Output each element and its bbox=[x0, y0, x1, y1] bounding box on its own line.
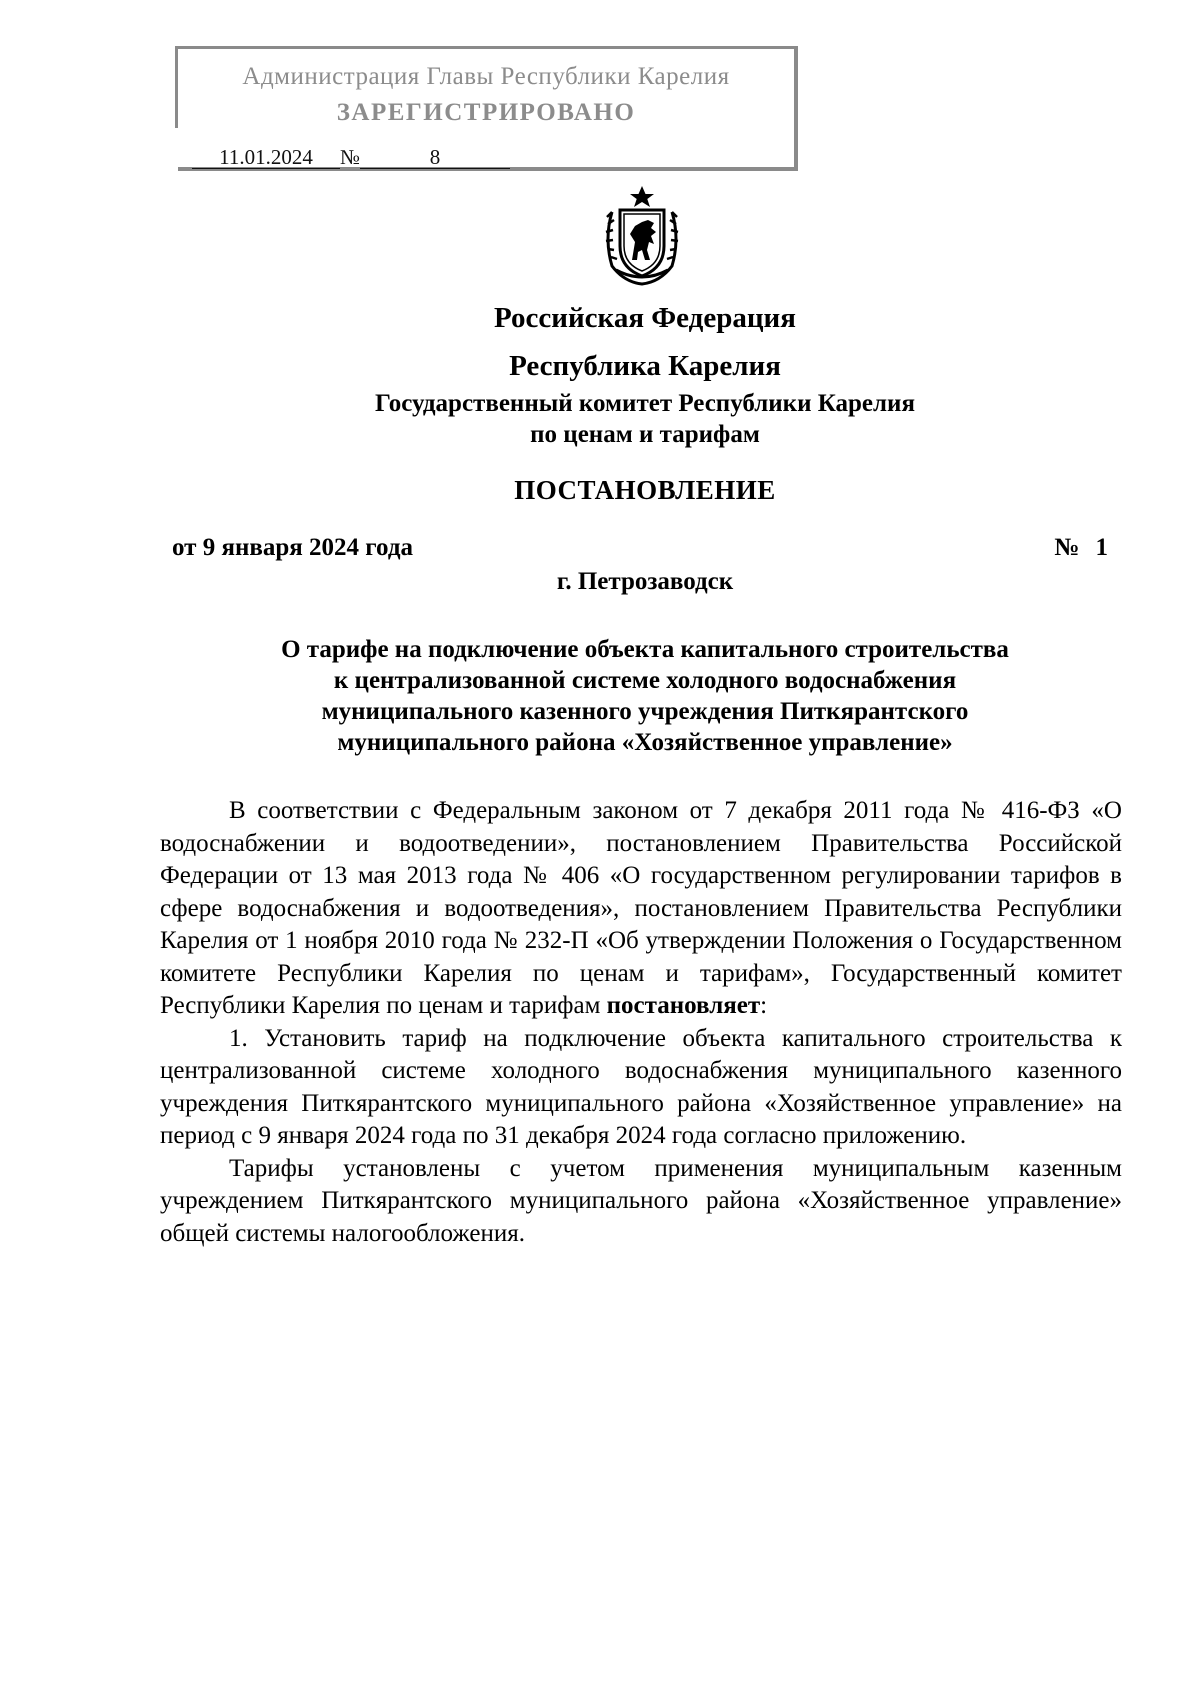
republic-heading: Республика Карелия bbox=[509, 350, 781, 382]
document-number-sign: № bbox=[1054, 534, 1080, 561]
committee-heading-line1: Государственный комитет Республики Карелия bbox=[375, 390, 915, 417]
resolves-colon: : bbox=[760, 992, 768, 1019]
title-line: муниципального района «Хозяйственное управление» bbox=[337, 729, 953, 756]
preamble-text: В соответствии с Федеральным законом от 7 декабря 2011 года № 416-ФЗ «О водоснабжении и водоотведении», постановлением Правительства Российской Федерации от 13 мая 2013 года № 406 «О государственном регулировании тарифов в сфере водоснабжения и водоотведения», постановлением Правительства Республики Карелия от 1 ноября 2010 года № 232-П «Об утверждении Положения о Государственном комитете Республики Карелия по ценам и тарифам», Государственный комитет Республики Карелия по ценам и тарифам bbox=[160, 797, 1122, 1019]
stamp-date: 11.01.2024 bbox=[192, 146, 340, 169]
tax-note-paragraph: Тарифы установлены с учетом применения муниципальным казенным учреждением Питкярантского муниципального района «Хозяйственное управление» общей системы налогообложения. bbox=[160, 1154, 1122, 1247]
stamp-number-sign: № bbox=[340, 145, 361, 169]
stamp-registration-line bbox=[192, 145, 510, 170]
preamble-paragraph bbox=[160, 795, 1122, 1023]
committee-heading-line2: по ценам и тарифам bbox=[530, 421, 760, 448]
document-city: г. Петрозаводск bbox=[556, 568, 734, 595]
stamp-registered: ЗАРЕГИСТРИРОВАНО bbox=[336, 99, 636, 126]
document-number-value: 1 bbox=[1095, 534, 1108, 561]
resolves-word: постановляет bbox=[606, 992, 761, 1019]
stamp-authority: Администрация Главы Республики Карелия bbox=[242, 63, 730, 90]
stamp-number: 8 bbox=[360, 146, 510, 169]
title-line: муниципального казенного учреждения Питкярантского bbox=[321, 698, 969, 725]
karelia-coat-of-arms-icon bbox=[602, 184, 682, 286]
document-date: от 9 января 2024 года bbox=[172, 534, 413, 561]
title-line: к централизованной системе холодного водоснабжения bbox=[333, 667, 957, 694]
item-1-paragraph: 1. Установить тариф на подключение объекта капитального строительства к централизованной системе холодного водоснабжения муниципального казенного учреждения Питкярантского муниципального района «Хозяйственное управление» на период с 9 января 2024 года по 31 декабря 2024 года согласно приложению. bbox=[160, 1024, 1122, 1149]
title-line: О тарифе на подключение объекта капитального строительства bbox=[281, 636, 1009, 663]
country-heading: Российская Федерация bbox=[494, 302, 796, 334]
document-title bbox=[0, 634, 1200, 758]
document-type: ПОСТАНОВЛЕНИЕ bbox=[514, 475, 776, 505]
document-body bbox=[160, 795, 1122, 1250]
registration-stamp bbox=[178, 46, 798, 171]
document-number bbox=[1054, 534, 1108, 562]
